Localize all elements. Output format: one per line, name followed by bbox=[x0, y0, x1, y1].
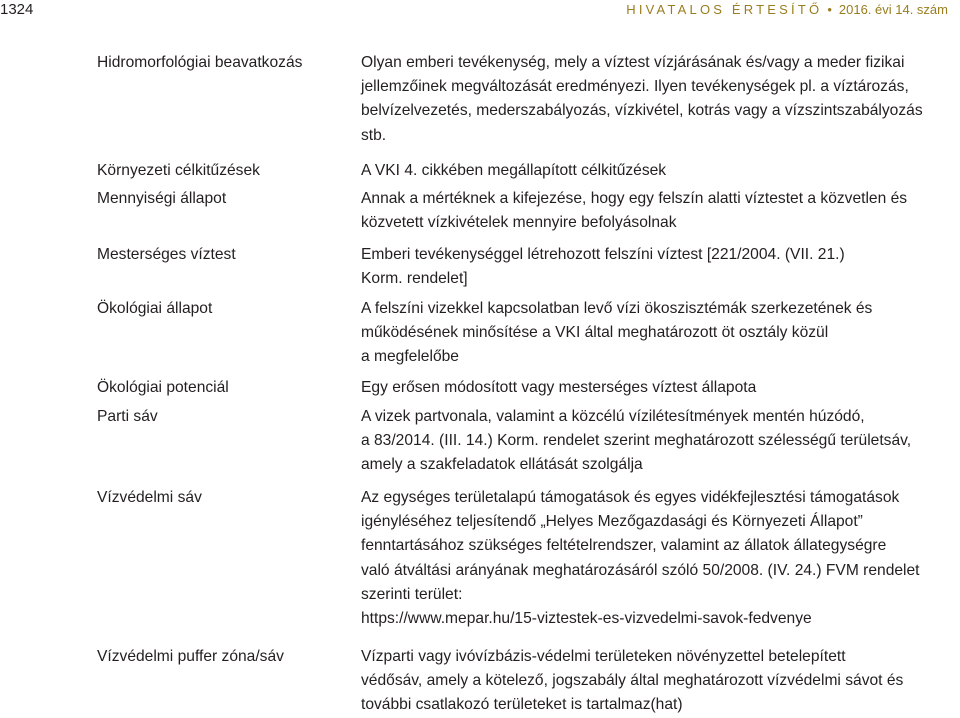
glossary-definition: Vízparti vagy ivóvízbázis-védelmi területeken növényzettel betelepített védősáv, amely a kötelező, jogszabály által meghatározott vízvédelmi sávot és további csatlakozó területeket is tartalmaz(hat) bbox=[361, 648, 904, 714]
separator-dot: • bbox=[827, 2, 832, 17]
glossary-term: Parti sáv bbox=[97, 408, 158, 425]
glossary-definition: Olyan emberi tevékenység, mely a víztest vízjárásának és/vagy a meder fizikai jellemzőinek megváltozását eredményezi. Ilyen tevékenységek pl. a víztározás, belvízelvezetés, mederszabályozás, vízkivétel, kotrás vagy a vízszintszabályozás stb. bbox=[361, 54, 923, 144]
glossary-term: Környezeti célkitűzések bbox=[97, 162, 260, 179]
glossary-definition: Emberi tevékenységgel létrehozott felszíni víztest [221/2004. (VII. 21.) Korm. rendelet] bbox=[361, 246, 845, 288]
glossary-term: Vízvédelmi puffer zóna/sáv bbox=[97, 648, 284, 665]
glossary-term: Ökológiai állapot bbox=[97, 300, 213, 317]
glossary-definition: A VKI 4. cikkében megállapított célkitűzések bbox=[361, 162, 667, 179]
page-number: 1324 bbox=[0, 1, 34, 18]
glossary-term: Ökológiai potenciál bbox=[97, 379, 229, 396]
issue-label: 2016. évi 14. szám bbox=[838, 2, 948, 17]
glossary-term: Hidromorfológiai beavatkozás bbox=[97, 54, 303, 71]
glossary-term: Mesterséges víztest bbox=[97, 246, 236, 263]
journal-name: HIVATALOS ÉRTESÍTŐ bbox=[626, 2, 823, 17]
glossary-term: Mennyiségi állapot bbox=[97, 190, 227, 207]
glossary-definition: Egy erősen módosított vagy mesterséges víztest állapota bbox=[361, 379, 757, 396]
glossary-definition: A vizek partvonala, valamint a közcélú vízilétesítmények mentén húzódó, a 83/2014. (III. 14.) Korm. rendelet szerint meghatározott szélességű területsáv, amely a szakfeladatok ellátását szolgálja bbox=[361, 408, 912, 474]
glossary-definition: Az egységes területalapú támogatások és egyes vidékfejlesztési támogatások igényléséhez teljesítendő „Helyes Mezőgazdasági és Környezeti Állapot” fenntartásához szükséges feltételrendszer, valamint az állatok állategységre való átváltási arányának meghatározásáról szóló 50/2008. (IV. 24.) FVM rendelet szerinti terület: https://www.mepar.hu/15-viztestek-es-vizvedelmi-savok-fedvenye bbox=[361, 489, 920, 628]
glossary-definition: A felszíni vizekkel kapcsolatban levő vízi ökoszisztémák szerkezetének és működésének minősítése a VKI által meghatározott öt osztály közül a megfelelőbe bbox=[361, 300, 873, 366]
glossary-term: Vízvédelmi sáv bbox=[97, 489, 202, 506]
glossary-definition: Annak a mértéknek a kifejezése, hogy egy felszín alatti víztestet a közvetlen és közvetett vízkivételek mennyire befolyásolnak bbox=[361, 190, 908, 232]
